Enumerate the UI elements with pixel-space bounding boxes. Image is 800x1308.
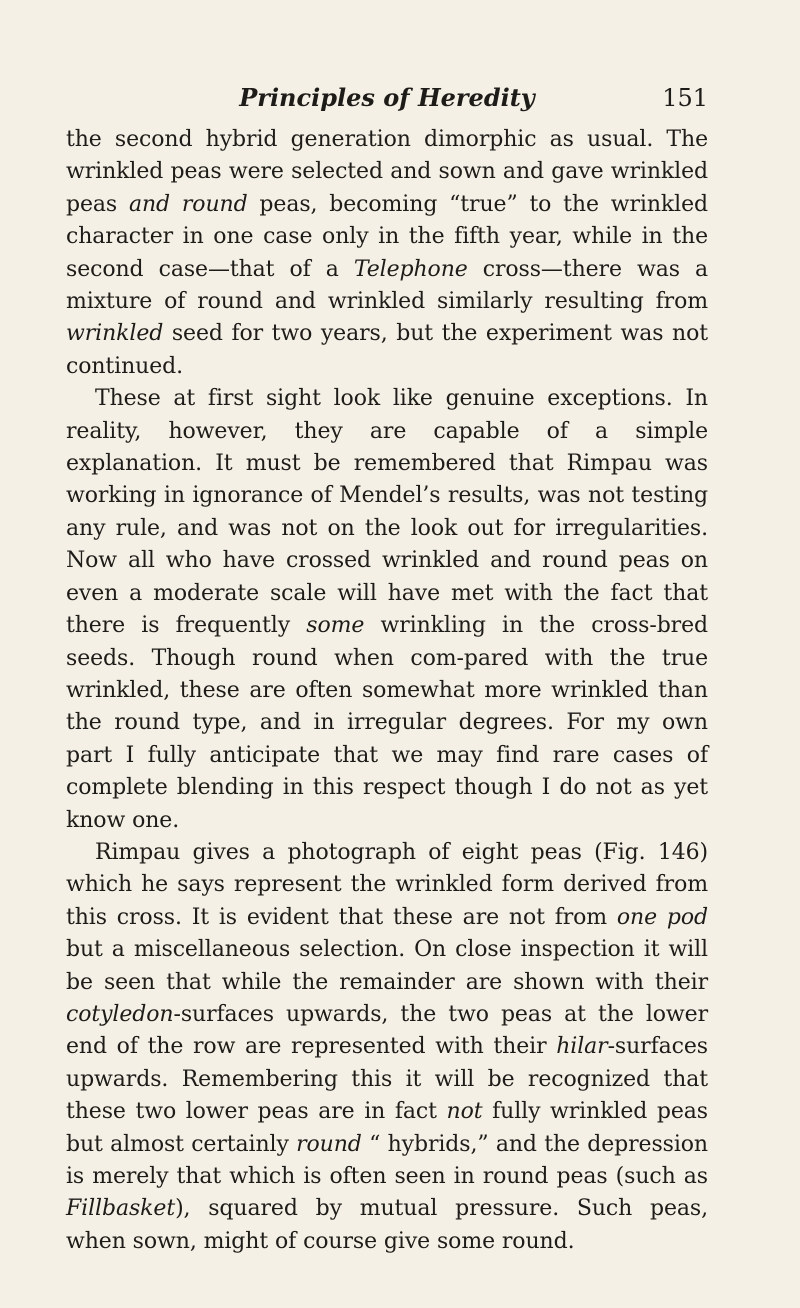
text-run: seed for two years, but the experiment was not continued. bbox=[66, 321, 708, 379]
text-run: fully wrinkled peas but almost certainly bbox=[66, 1099, 708, 1157]
italic-text: one pod bbox=[616, 904, 708, 930]
paragraph-3 bbox=[66, 837, 708, 1258]
text-run: -surfaces upwards. Remembering this it will be recognized that these two lower peas are in fact bbox=[66, 1034, 708, 1125]
text-run: Rimpau gives a photograph of eight peas (Fig. 146) which he says represent the wrinkled form derived from this cross. It is evident that these are not from bbox=[66, 839, 708, 930]
italic-text: round bbox=[296, 1131, 362, 1157]
italic-text: Telephone bbox=[353, 256, 468, 282]
italic-text: cotyledon bbox=[66, 1001, 174, 1027]
running-title: Principles of Heredity bbox=[239, 83, 535, 112]
text-run: the second hybrid generation dimorphic as usual. The wrinkled peas were selected and sown and gave wrinkled peas bbox=[66, 127, 708, 217]
text-run: cross—there was a mixture of round and wrinkled similarly resulting from bbox=[66, 256, 708, 315]
text-run: peas, becoming “true” to the wrinkled character in one case only in the fifth year, while in the second case—that of a bbox=[66, 191, 708, 282]
text-run: -surfaces upwards, the two peas at the lower end of the row are represented with their bbox=[66, 1001, 708, 1060]
page-number: 151 bbox=[662, 84, 708, 112]
text-run: wrinkling in the cross-bred seeds. Though round when com-pared with the true wrinkled, these are often somewhat more wrinkled than the round type, and in irregular degrees. For my own part I fully anticipate that we may find rare cases of complete blending in this respect though I do not as yet know one. bbox=[66, 613, 708, 833]
italic-text: and round bbox=[128, 191, 248, 217]
italic-text: hilar bbox=[556, 1034, 608, 1060]
italic-text: some bbox=[306, 613, 365, 639]
running-head bbox=[66, 78, 708, 118]
text-run: but a miscellaneous selection. On close inspection it will be seen that while the remainder are shown with their bbox=[66, 937, 708, 995]
body-text bbox=[66, 124, 708, 1258]
text-run: ), squared by mutual pressure. Such peas, when sown, might of course give some round. bbox=[66, 1196, 708, 1254]
italic-text: wrinkled bbox=[66, 321, 164, 347]
text-run: These at first sight look like genuine exceptions. In reality, however, they are capable of a simple explanation. It must be remembered that Rimpau was working in ignorance of Mendel’s results, was not testing any rule, and was not on the look out for irregularities. Now all who have crossed wrinkled and round peas on even a moderate scale will have met with the fact that there is frequently bbox=[66, 386, 708, 639]
text-run: “ hybrids,” and the depression is merely that which is often seen in round peas (such as bbox=[66, 1131, 708, 1189]
italic-text: Fillbasket bbox=[66, 1196, 176, 1222]
italic-text: not bbox=[446, 1099, 483, 1125]
paragraph-2 bbox=[66, 383, 708, 837]
paragraph-1 bbox=[66, 124, 708, 383]
